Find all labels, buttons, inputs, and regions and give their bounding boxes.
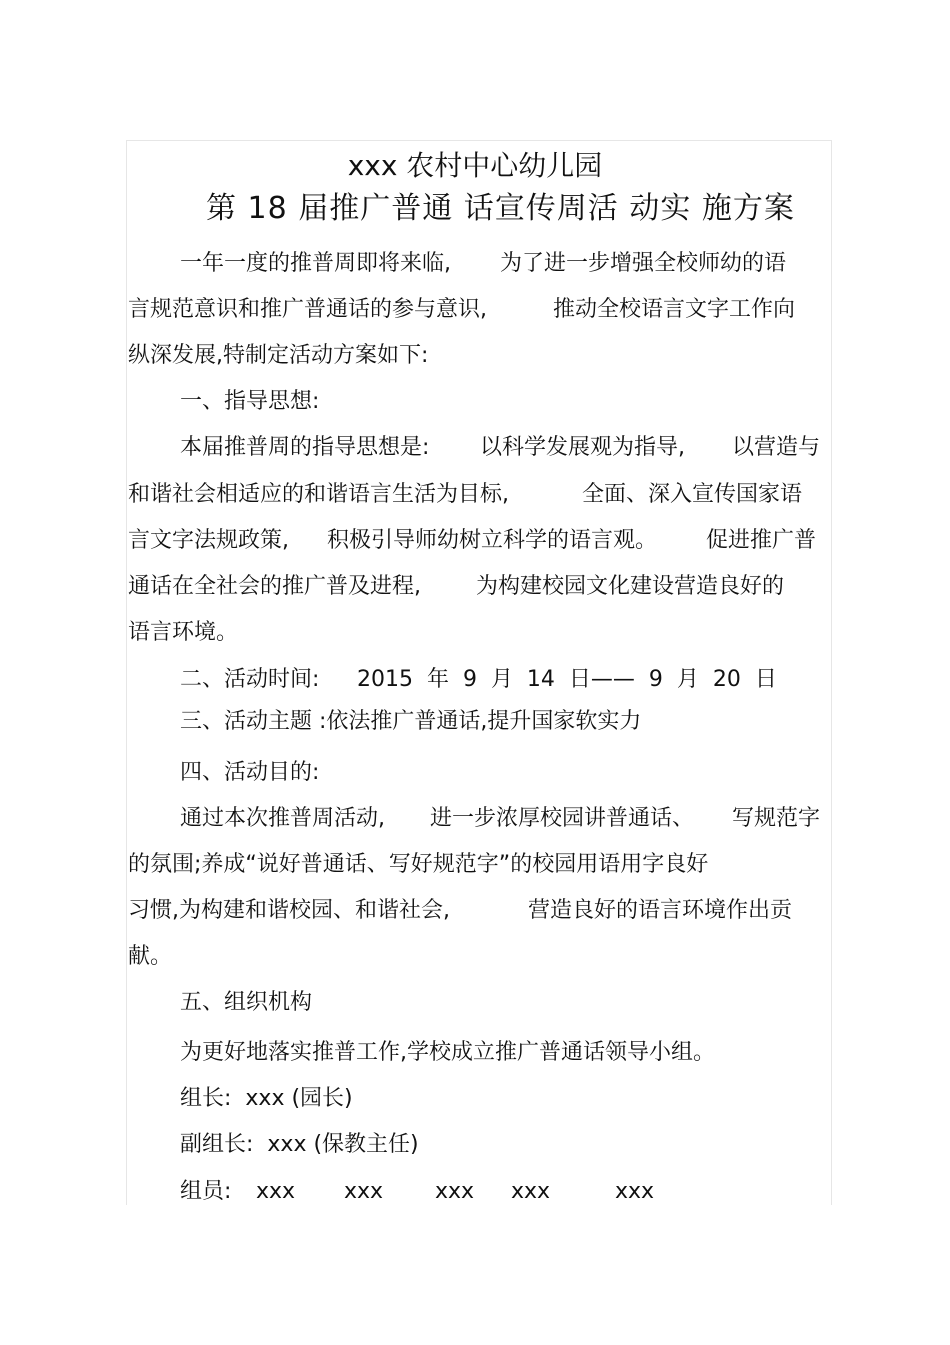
section1-line-1a: 本届推普周的指导思想是:	[180, 435, 430, 460]
section1-line-5: 语言环境。	[128, 620, 239, 645]
section4-line-1c: 写规范字	[732, 806, 821, 831]
intro-line-2b: 推动全校语言文字工作向	[553, 297, 796, 322]
activity-dates: 2015 年 9 月 14 日—— 9 月 20 日	[357, 667, 777, 692]
section-heading-activity-time: 二、活动时间:	[180, 667, 320, 692]
section4-line-1b: 进一步浓厚校园讲普通话、	[430, 806, 695, 831]
section1-line-3a: 言文字法规政策,	[128, 528, 289, 553]
group-leader: 组长: xxx (园长)	[180, 1086, 353, 1111]
section1-line-1c: 以营造与	[732, 435, 821, 460]
section1-line-3c: 促进推广普	[706, 528, 817, 553]
member-name: xxx	[615, 1179, 655, 1204]
member-name: xxx	[435, 1179, 475, 1204]
document-title: xxx 农村中心幼儿园	[347, 149, 603, 182]
section1-line-4a: 通话在全社会的推广普及进程,	[128, 574, 421, 599]
section1-line-2a: 和谐社会相适应的和谐语言生活为目标,	[128, 482, 509, 507]
section4-line-2: 的氛围;养成“说好普通话、写好规范字”的校园用语用字良好	[128, 852, 709, 877]
section1-line-4b: 为构建校园文化建设营造良好的	[476, 574, 785, 599]
member-name: xxx	[344, 1179, 384, 1204]
deputy-leader: 副组长: xxx (保教主任)	[180, 1132, 419, 1157]
intro-line-3: 纵深发展,特制定活动方案如下:	[128, 343, 429, 368]
section1-line-2b: 全面、深入宣传国家语	[582, 482, 803, 507]
document-subtitle: 第 18 届推广普通 话宣传周活 动实 施方案	[206, 191, 795, 226]
section4-line-3b: 营造良好的语言环境作出贡	[528, 898, 793, 923]
section1-line-1b: 以科学发展观为指导,	[480, 435, 685, 460]
section-activity-theme: 三、活动主题 :依法推广普通话,提升国家软实力	[180, 709, 642, 734]
section4-line-3a: 习惯,为构建和谐校园、和谐社会,	[128, 898, 450, 923]
section-heading-organization: 五、组织机构	[180, 990, 313, 1015]
member-name: xxx	[511, 1179, 551, 1204]
section4-line-1a: 通过本次推普周活动,	[180, 806, 385, 831]
intro-line-1a: 一年一度的推普周即将来临,	[180, 251, 451, 276]
section1-line-3b: 积极引导师幼树立科学的语言观。	[327, 528, 658, 553]
intro-line-1b: 为了进一步增强全校师幼的语	[500, 251, 787, 276]
members-label: 组员:	[180, 1179, 232, 1204]
section-heading-activity-purpose: 四、活动目的:	[180, 760, 320, 785]
section4-line-4: 献。	[128, 944, 173, 969]
intro-line-2a: 言规范意识和推广普通话的参与意识,	[128, 297, 487, 322]
section-heading-guiding-thought: 一、指导思想:	[180, 389, 320, 414]
member-name: xxx	[256, 1179, 296, 1204]
organization-intro: 为更好地落实推普工作,学校成立推广普通话领导小组。	[180, 1040, 715, 1065]
